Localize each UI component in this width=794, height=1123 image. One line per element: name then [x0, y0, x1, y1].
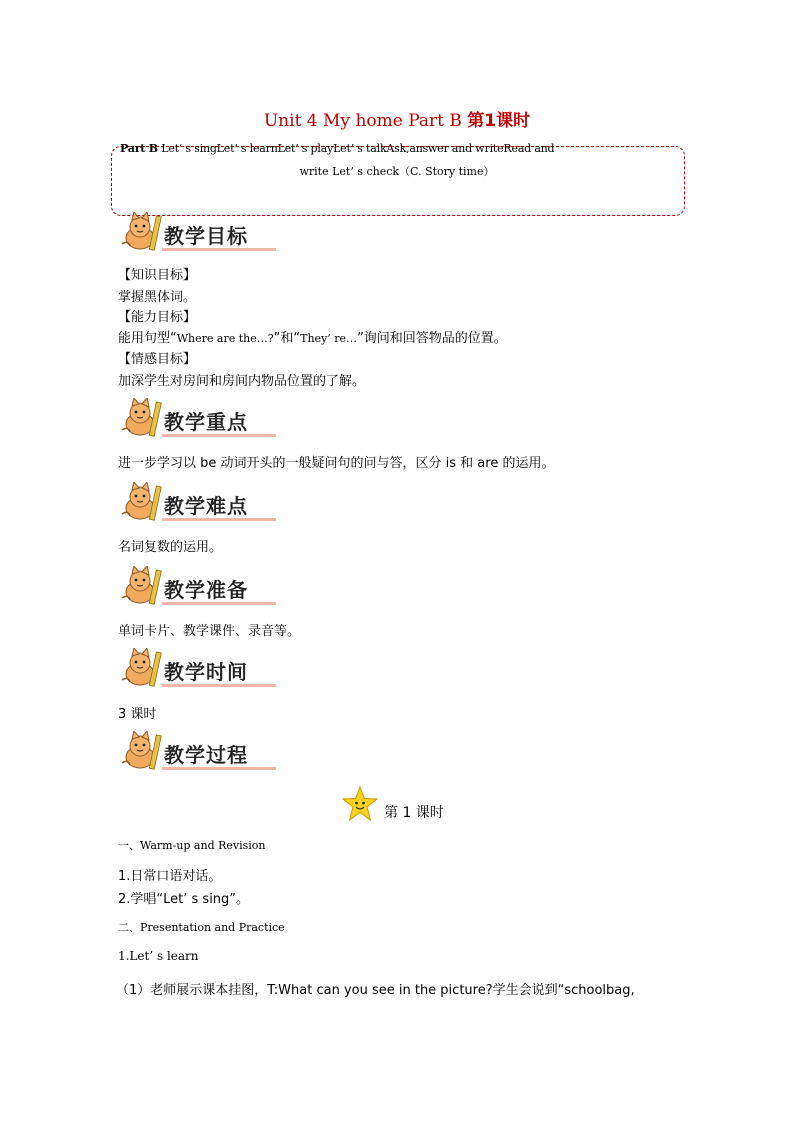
step1-heading: 一、Warm-up and Revision: [118, 839, 266, 852]
heading-underline: [162, 767, 276, 770]
key-points-text: 进一步学习以 be 动词开头的一般疑问句的问与答，区分 is 和 are 的运用。: [118, 456, 555, 471]
lesson-label: 第 1 课时: [384, 805, 444, 821]
heading-text: 教学准备: [164, 578, 248, 602]
ability-text: [118, 327, 507, 346]
heading-text: 教学重点: [164, 410, 248, 434]
document-title: [0, 106, 794, 131]
part-line-2: write Let’ s check（C. Story time）: [299, 165, 495, 178]
knowledge-label: 【知识目标】: [118, 268, 197, 283]
ability-text-e: ”询问和回答物品的位置。: [357, 331, 507, 346]
heading-key-points: [120, 398, 340, 440]
heading-process: [120, 731, 340, 773]
heading-underline: [162, 684, 276, 687]
heading-preparation: [120, 566, 340, 608]
heading-underline: [162, 434, 276, 437]
knowledge-text: 掌握黑体词。: [118, 290, 197, 305]
heading-text: 教学时间: [164, 660, 248, 684]
cat-with-pencil-icon: [120, 398, 162, 440]
heading-text: 教学难点: [164, 494, 248, 518]
heading-objectives: [120, 212, 340, 254]
time-text: 3 课时: [118, 707, 157, 722]
cat-with-pencil-icon: [120, 648, 162, 690]
preparation-text: 单词卡片、教学课件、录音等。: [118, 624, 301, 639]
step2-heading: 二、Presentation and Practice: [118, 921, 285, 934]
step1-item2: 2.学唱“Let’ s sing”。: [118, 892, 250, 907]
ability-text-c: ”和“: [273, 331, 301, 346]
heading-underline: [162, 518, 276, 521]
title-chinese: 第1课时: [467, 111, 531, 131]
lesson-subheading: [0, 786, 794, 826]
cat-with-pencil-icon: [120, 731, 162, 773]
step1-item1: 1.日常口语对话。: [118, 869, 222, 884]
step2-item1: 1.Let’ s learn: [118, 949, 199, 963]
difficulties-text: 名词复数的运用。: [118, 540, 223, 555]
heading-text: 教学目标: [164, 224, 248, 248]
cat-with-pencil-icon: [120, 482, 162, 524]
title-english: Unit 4 My home Part B: [263, 111, 468, 131]
ability-text-b: Where are the…?: [176, 332, 274, 345]
ability-label: 【能力目标】: [118, 310, 197, 325]
emotion-label: 【情感目标】: [118, 352, 197, 367]
ability-text-d: They’ re…: [300, 332, 358, 345]
part-line-1: [120, 142, 680, 155]
part-line-1-text: Let’ s singLet’ s learnLet’ s playLet’ s talkAsk,answer and writeRead and: [161, 142, 555, 155]
heading-text: 教学过程: [164, 743, 248, 767]
heading-difficulties: [120, 482, 340, 524]
smiling-star-icon: [342, 786, 378, 822]
cat-with-pencil-icon: [120, 212, 162, 254]
heading-underline: [162, 602, 276, 605]
emotion-text: 加深学生对房间和房间内物品位置的了解。: [118, 374, 366, 389]
heading-underline: [162, 248, 276, 251]
step2-item1-desc: （1）老师展示课本挂图，T:What can you see in the picture?学生会说到“schoolbag,: [116, 983, 635, 998]
heading-time: [120, 648, 340, 690]
ability-text-a: 能用句型“: [118, 331, 177, 346]
cat-with-pencil-icon: [120, 566, 162, 608]
part-label: Part B: [120, 142, 158, 155]
part-box: [111, 146, 685, 216]
